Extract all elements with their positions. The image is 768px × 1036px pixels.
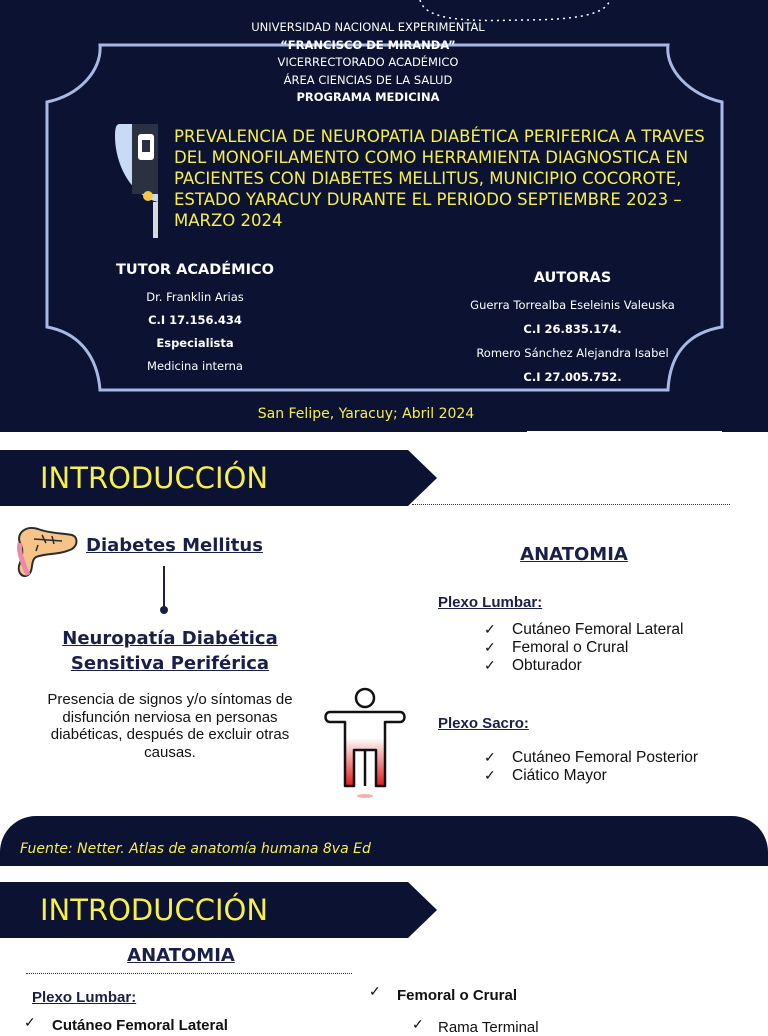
intro-slide (0, 432, 768, 866)
list-item: Femoral o Crural (397, 987, 518, 1004)
list-item: ✓ Femoral o Crural (484, 639, 683, 657)
place-date: San Felipe, Yaracuy; Abril 2024 (257, 406, 475, 422)
connector-line (163, 566, 165, 610)
intro-slide-2 (0, 866, 768, 1036)
institution-line: PROGRAMA MEDICINA (296, 90, 440, 104)
divider (26, 973, 352, 974)
connector-dot (160, 606, 168, 614)
tutor-ci: C.I 17.156.434 (148, 313, 242, 327)
list-item: ✓ Ciático Mayor (484, 767, 698, 785)
authors-heading: AUTORAS (533, 270, 612, 286)
tutor-heading: TUTOR ACADÉMICO (116, 262, 274, 278)
check-icon: ✓ (369, 983, 381, 999)
institution-line: VICERRECTORADO ACADÉMICO (277, 55, 459, 69)
banner-title: INTRODUCCIÓN (40, 461, 269, 495)
author-name: Guerra Torrealba Eseleinis Valeuska (470, 298, 675, 312)
plexo-sacro-list (484, 749, 698, 785)
list-item: ✓ Cutáneo Femoral Posterior (484, 749, 698, 767)
list-item: ✓ Obturador (484, 657, 683, 675)
thesis-title: PREVALENCIA DE NEUROPATIA DIABÉTICA PERIFERICA A TRAVES DEL MONOFILAMENTO COMO HERRAMIENTA DIAGNOSTICA EN PACIENTES CON DIABETES MELLITUS, MUNICIPIO COCOROTE, ESTADO YARACUY DURANTE EL PERIODO SEPTIEMBRE 2023 –MARZO 2024 (174, 127, 705, 230)
diabetes-heading: Diabetes Mellitus (86, 535, 263, 556)
source-text: Fuente: Netter. Atlas de anatomía humana 8va Ed (20, 841, 371, 857)
anatomy-heading: ANATOMIA (520, 544, 628, 565)
tutor-section (95, 262, 295, 378)
person-pain-icon (322, 686, 408, 806)
neuropathy-definition: Presencia de signos y/o síntomas de disfunción nerviosa en personas diabéticas, después de excluir otras causas. (47, 691, 293, 761)
plexo-lumbar-list (484, 621, 683, 675)
list-item: Rama Terminal (438, 1019, 539, 1036)
plexo-sacro-heading: Plexo Sacro: (438, 715, 529, 732)
tutor-name: Dr. Franklin Arias (146, 290, 244, 304)
glucometer-icon (112, 122, 162, 242)
check-icon: ✓ (24, 1014, 36, 1030)
institution-line: ÁREA CIENCIAS DE LA SALUD (283, 72, 453, 87)
institution-header (0, 19, 736, 107)
authors-section (440, 270, 705, 389)
plexo-lumbar-heading: Plexo Lumbar: (32, 989, 137, 1006)
check-icon: ✓ (412, 1016, 424, 1032)
anatomy-heading: ANATOMIA (127, 945, 235, 966)
tutor-specialty: Medicina interna (147, 359, 243, 373)
list-item: Cutáneo Femoral Lateral (52, 1017, 228, 1034)
plexo-lumbar-heading: Plexo Lumbar: (438, 594, 543, 611)
divider (412, 504, 730, 505)
list-item: ✓ Cutáneo Femoral Lateral (484, 621, 683, 639)
cover-slide (0, 0, 768, 432)
author-name: Romero Sánchez Alejandra Isabel (476, 346, 669, 360)
tutor-role: Especialista (156, 336, 234, 350)
author-ci: C.I 27.005.752. (523, 370, 622, 384)
banner-title: INTRODUCCIÓN (40, 893, 269, 927)
pancreas-icon (12, 521, 80, 579)
author-ci: C.I 26.835.174. (523, 322, 622, 336)
neuropathy-heading: Neuropatía Diabética Sensitiva Periférica (62, 628, 278, 674)
institution-line: UNIVERSIDAD NACIONAL EXPERIMENTAL (251, 20, 485, 34)
institution-line: “FRANCISCO DE MIRANDA” (280, 37, 456, 52)
